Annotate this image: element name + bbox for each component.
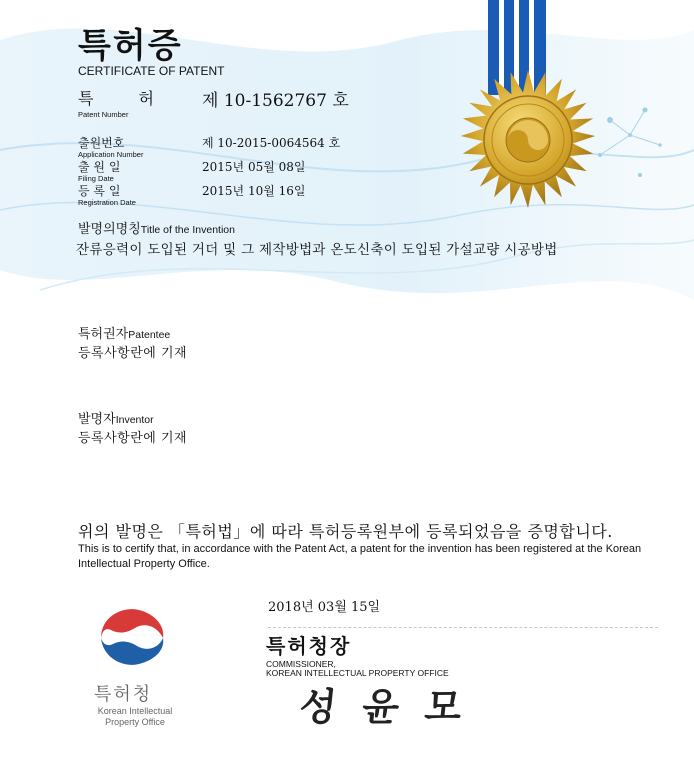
commissioner-signature: 성윤모 — [297, 684, 491, 729]
issue-date: 2018년 03월 15일 — [268, 600, 381, 615]
certificate-title: 특허증 — [78, 26, 183, 66]
invention-title-value: 잔류응력이 도입된 거더 및 그 제작방법과 온도신축이 도입된 가설교량 시공방법 — [76, 242, 558, 258]
gold-seal-icon — [458, 70, 598, 210]
filing-date-label: 출 원 일 — [78, 160, 121, 174]
patent-number-label-en: Patent Number — [78, 110, 129, 119]
registration-date-label-en: Registration Date — [78, 198, 136, 207]
divider-line — [268, 627, 658, 628]
kipo-logo-name-en: Korean Intellectual Property Office — [97, 706, 173, 727]
invention-label-en: Title of the Invention — [140, 224, 235, 236]
patentee-label-en: Patentee — [128, 329, 171, 341]
commissioner-en-line1: COMMISSIONER, — [266, 659, 336, 669]
filing-date-label-en: Filing Date — [78, 174, 114, 183]
application-number-label-en: Application Number — [78, 150, 144, 159]
certification-statement-en: This is to certify that, in accordance with the Patent Act, a patent for the invention has been registered at the Korean Intellectual Property Office. — [78, 543, 642, 570]
patent-number-label: 특 허 — [78, 89, 174, 108]
certification-statement-ko: 위의 발명은 「특허법」에 따라 특허등록원부에 등록되었음을 증명합니다. — [78, 522, 613, 541]
inventor-value: 등록사항란에 기재 — [78, 431, 188, 446]
registration-date-label: 등 록 일 — [78, 184, 121, 198]
patent-number-value: 제 10-1562767 호 — [202, 91, 349, 111]
kipo-logo-name: 특허청 — [94, 684, 153, 705]
patentee-heading — [78, 323, 170, 342]
application-number-value: 제 10-2015-0064564 호 — [202, 136, 341, 150]
patentee-label: 특허권자 — [78, 327, 129, 342]
invention-heading — [78, 218, 235, 237]
application-number-label: 출원번호 — [78, 136, 125, 150]
certificate-subtitle: CERTIFICATE OF PATENT — [78, 64, 225, 78]
inventor-heading — [78, 408, 154, 427]
filing-date-value: 2015년 05월 08일 — [202, 160, 306, 174]
commissioner-title: 특허청장 — [266, 634, 352, 658]
invention-label: 발명의명칭 — [78, 222, 141, 237]
kipo-logo-icon — [93, 604, 171, 670]
inventor-label-en: Inventor — [115, 414, 154, 426]
patentee-value: 등록사항란에 기재 — [78, 346, 188, 361]
registration-date-value: 2015년 10월 16일 — [202, 184, 306, 198]
inventor-label: 발명자 — [78, 412, 116, 427]
commissioner-en-line2: KOREAN INTELLECTUAL PROPERTY OFFICE — [266, 668, 449, 678]
